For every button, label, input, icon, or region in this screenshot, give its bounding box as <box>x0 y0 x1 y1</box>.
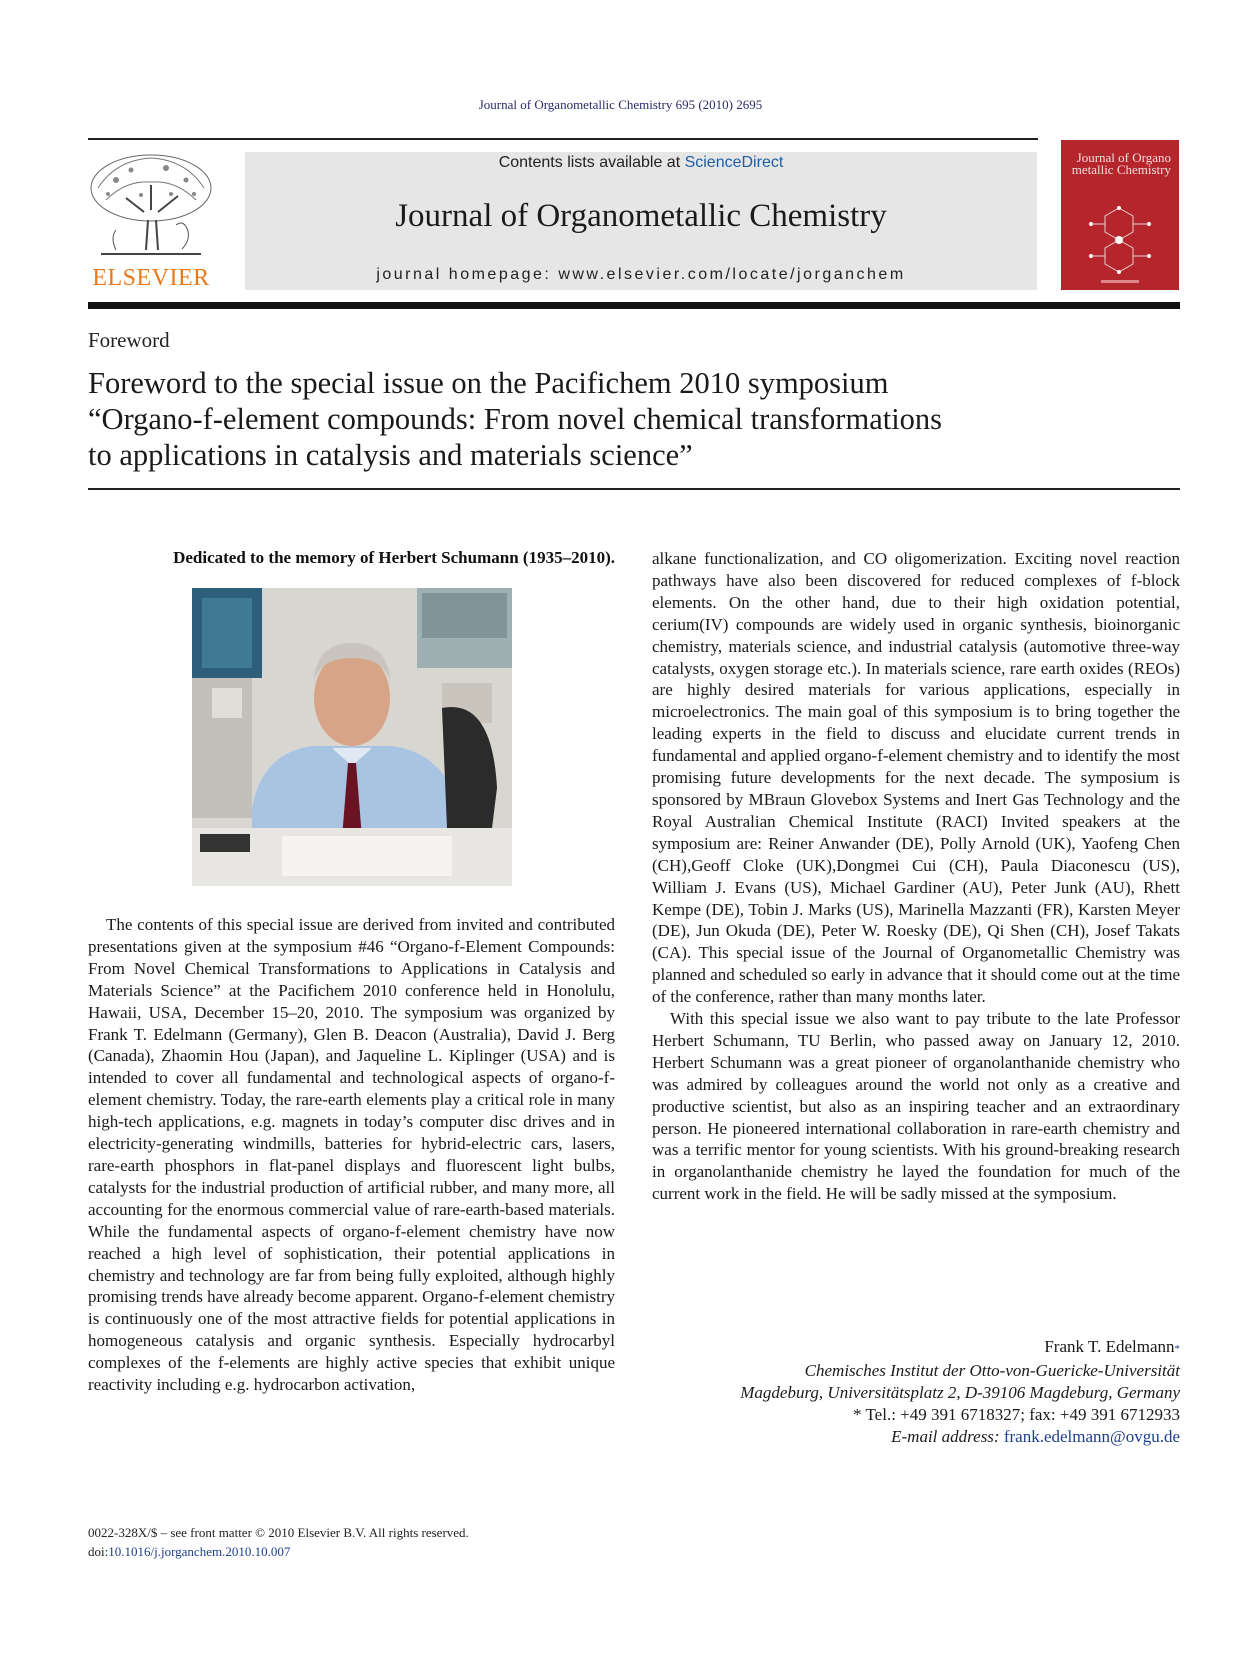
elsevier-logo <box>86 150 216 292</box>
article-title-line: to applications in catalysis and materials science” <box>88 438 693 472</box>
section-label: Foreword <box>88 328 170 352</box>
email-link[interactable]: frank.edelmann@ovgu.de <box>1003 1427 1180 1446</box>
article-title-line: “Organo-f-element compounds: From novel chemical transformations <box>88 402 943 436</box>
dedication: Dedicated to the memory of Herbert Schumann (1935–2010). <box>173 548 615 567</box>
author-name: Frank T. Edelmann <box>1044 1337 1175 1356</box>
footer <box>88 1523 469 1561</box>
journal-cover <box>1061 140 1179 290</box>
contact-phone: * Tel.: +49 391 6718327; fax: +49 391 6712933 <box>853 1405 1180 1424</box>
article-title-line: Foreword to the special issue on the Pacifichem 2010 symposium <box>88 366 889 400</box>
molecule-icon <box>1061 140 1179 290</box>
affiliation-line: Chemisches Institut der Otto-von-Guericke-Universität <box>804 1361 1180 1380</box>
portrait-image <box>192 588 512 886</box>
journal-title: Journal of Organometallic Chemistry <box>395 198 887 234</box>
contents-line <box>245 154 1037 172</box>
tree-icon <box>86 150 216 262</box>
header-thick-rule <box>88 302 1180 309</box>
signature-block <box>640 1336 1180 1448</box>
affiliation-line: Magdeburg, Universitätsplatz 2, D-39106 Magdeburg, Germany <box>740 1383 1180 1402</box>
body-paragraph: With this special issue we also want to pay tribute to the late Professor Herbert Schumann, TU Berlin, who passed away on January 12, 2010. Herbert Schumann was a great pioneer of organolanthanide chemistry who was admired by colleagues around the world not only as a creative and productive scientist, but also as an inspiring teacher and an extraordinary person. He pioneered international collaboration in rare-earth chemistry and was a terrific mentor for young scientists. With his ground-breaking research in organolanthanide chemistry he layed the foundation for much of the current work in the field. He will be sadly missed at the symposium. <box>652 1009 1180 1204</box>
copyright-line: 0022-328X/$ – see front matter © 2010 Elsevier B.V. All rights reserved. <box>88 1525 469 1540</box>
body-paragraph: The contents of this special issue are derived from invited and contributed presentations given at the symposium #46 “Organo-f-Element Compounds: From Novel Chemical Transformations to Applications in Catalysis and Materials Science” at the Pacifichem 2010 conference held in Honolulu, Hawaii, USA, December 15–20, 2010. The symposium was organized by Frank T. Edelmann (Germany), Glen B. Deacon (Australia), David J. Berg (Canada), Zhaomin Hou (Japan), and Jaqueline L. Kiplinger (USA) and is intended to cover all fundamental and technological aspects of organo-f-element chemistry. Today, the rare-earth elements play a critical role in many high-tech applications, e.g. magnets in today’s computer disc drives and in electricity-generating windmills, batteries for hybrid-electric cars, lasers, rare-earth phosphors in flat-panel displays and fluorescent light bulbs, catalysts for the industrial production of artificial rubber, and many more, all accounting for the enormous commercial value of rare-earth-based materials. While the fundamental aspects of organo-f-element chemistry have now reached a high level of sophistication, their potential applications in chemistry and technology are far from being fully exploited, although highly promising trends have already become apparent. Organo-f-element chemistry is continuously one of the most attractive fields for potential applications in homogeneous catalysis and organic synthesis. Especially hydrocarbyl complexes of the f-elements are highly active species that exhibit unique reactivity including e.g. hydrocarbon activation, <box>88 915 615 1395</box>
body-paragraph: alkane functionalization, and CO oligomerization. Exciting novel reaction pathways have also been discovered for reduced complexes of f-block elements. On the other hand, due to their high oxidation potential, cerium(IV) compounds are widely used in organic synthesis, bioinorganic chemistry, materials science, and industrial catalysis (automotive three-way catalysts, oxygen storage etc.). In materials science, rare earth oxides (REOs) are highly desired materials for various applications, especially in microelectronics. The main goal of this symposium is to bring together the leading experts in the field to discuss and elucidate current trends in fundamental and applied organo-f-element chemistry and to identify the most promising future developments for the next decade. The symposium is sponsored by MBraun Glovebox Systems and Inert Gas Technology and the Royal Australian Chemical Institute (RACI) Invited speakers at the symposium are: Reiner Anwander (DE), Polly Arnold (UK), Yaofeng Chen (CH),Geoff Cloke (UK),Dongmei Cui (CH), Paula Diaconescu (US), William J. Evans (US), Michael Gardiner (AU), Peter Junk (AU), Rhett Kempe (DE), Tobin J. Marks (US), Marinella Mazzanti (FR), Karsten Meyer (DE), Jun Okuda (DE), Peter W. Roesky (DE), Qi Shen (CH), Josef Takats (CA). This special issue of the Journal of Organometallic Chemistry was planned and scheduled so early in advance that it should come out at the time of the conference, rather than many months later. <box>652 549 1180 1007</box>
right-column <box>652 548 1180 1205</box>
doi-label: doi: <box>88 1544 109 1559</box>
elsevier-wordmark: ELSEVIER <box>92 265 210 291</box>
doi-line <box>88 1542 469 1561</box>
portrait-photo <box>192 588 512 886</box>
journal-homepage[interactable]: journal homepage: www.elsevier.com/locate/jorganchem <box>376 266 906 283</box>
article-title <box>88 365 1088 473</box>
title-rule <box>88 488 1180 490</box>
cover-title: Journal of Organo metallic Chemistry <box>1071 150 1171 177</box>
left-column <box>88 914 615 1396</box>
sciencedirect-link[interactable]: ScienceDirect <box>684 154 784 171</box>
email-label: E-mail address: <box>891 1427 1004 1446</box>
journal-citation: Journal of Organometallic Chemistry 695 (2010) 2695 <box>478 97 763 112</box>
contents-prefix: Contents lists available at <box>498 154 685 171</box>
email-line <box>640 1426 1180 1448</box>
header-rule <box>88 138 1038 140</box>
doi-link[interactable]: 10.1016/j.jorganchem.2010.10.007 <box>108 1544 291 1559</box>
corresponding-mark[interactable]: * <box>1174 1343 1180 1355</box>
author-name-line <box>640 1336 1180 1360</box>
journal-banner <box>245 152 1037 290</box>
